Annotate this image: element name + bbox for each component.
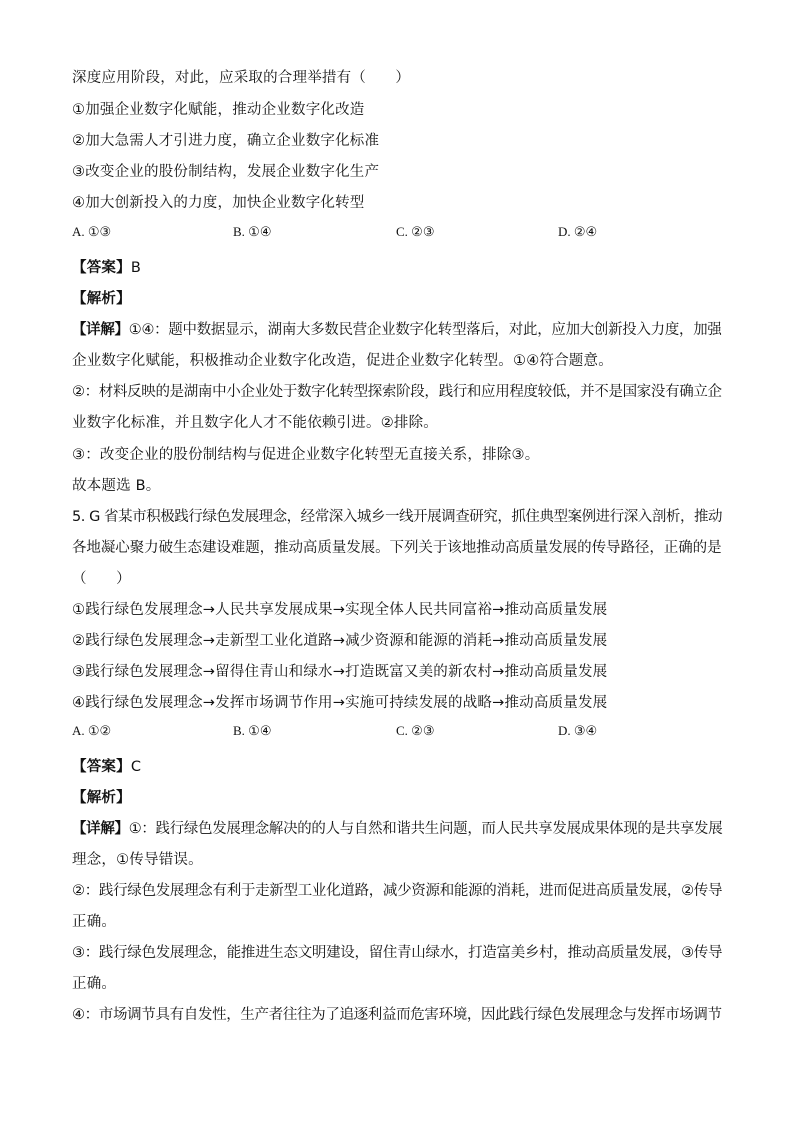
question-4-option-c: C. ②③ (396, 224, 435, 239)
question-4-options (72, 224, 722, 244)
detail-tag: 【详解】 (72, 322, 129, 338)
question-5-options (72, 723, 722, 743)
question-4-explanation-line-1 (72, 318, 722, 339)
question-4-item-1: ①加强企业数字化赋能，推动企业数字化改造 (72, 102, 365, 118)
question-4-item-3: ③改变企业的股份制结构，发展企业数字化生产 (72, 164, 380, 180)
question-4-item-4: ④加大创新投入的力度，加快企业数字化转型 (72, 195, 365, 211)
question-4-answer (72, 256, 141, 277)
question-4-item-2: ②加大急需人才引进力度，确立企业数字化标准 (72, 133, 380, 149)
question-5-explanation-line-1 (72, 817, 722, 838)
question-5-explanation-line-5: ③：践行绿色发展理念，能推进生态文明建设，留住青山绿水，打造富美乡村，推动高质量发展，③传导 (72, 945, 723, 961)
question-5-explanation-line-3: ②：践行绿色发展理念有利于走新型工业化道路，减少资源和能源的消耗，进而促进高质量发展，②传导 (72, 883, 723, 899)
question-5-explanation-line-6: 正确。 (72, 976, 117, 992)
answer-tag: 【答案】 (72, 260, 131, 276)
analysis-tag: 【解析】 (72, 790, 131, 806)
question-4-explanation-line-3: ②：材料反映的是湖南中小企业处于数字化转型探索阶段，践行和应用程度较低，并不是国家没有确立企 (72, 384, 722, 400)
question-5-stem-line-2: 各地凝心聚力破生态建设难题，推动高质量发展。下列关于该地推动高质量发展的传导路径，正确的是 (72, 540, 722, 556)
answer-value: C (130, 759, 142, 775)
question-4-option-b: B. ①④ (233, 224, 272, 239)
question-5-stem-line-3: （ ） (72, 571, 131, 587)
question-5-item-1: ①践行绿色发展理念→人民共享发展成果→实现全体人民共同富裕→推动高质量发展 (72, 602, 608, 618)
question-4-explanation-line-2: 企业数字化赋能，积极推动企业数字化改造，促进企业数字化转型。①④符合题意。 (72, 353, 613, 369)
question-4-explanation-line-5: ③：改变企业的股份制结构与促进企业数字化转型无直接关系，排除③。 (72, 447, 540, 463)
answer-value: B (130, 260, 141, 276)
analysis-tag: 【解析】 (72, 291, 131, 307)
question-5-option-b: B. ①④ (233, 723, 272, 738)
question-5-explanation-line-4: 正确。 (72, 914, 117, 930)
question-4-option-d: D. ②④ (558, 224, 598, 239)
question-5-item-2: ②践行绿色发展理念→走新型工业化道路→减少资源和能源的消耗→推动高质量发展 (72, 633, 608, 649)
question-5-item-3: ③践行绿色发展理念→留得住青山和绿水→打造既富又美的新农村→推动高质量发展 (72, 664, 608, 680)
explanation-text: ①：践行绿色发展理念解决的的人与自然和谐共生问题，而人民共享发展成果体现的是共享发展 (128, 821, 723, 837)
question-5-option-c: C. ②③ (396, 723, 435, 738)
question-5-item-4: ④践行绿色发展理念→发挥市场调节作用→实施可持续发展的战略→推动高质量发展 (72, 695, 608, 711)
question-4-option-a: A. ①③ (72, 224, 112, 239)
question-5-explanation-line-7: ④：市场调节具有自发性，生产者往往为了追逐利益而危害环境，因此践行绿色发展理念与发挥市场调节 (72, 1007, 722, 1023)
question-4-conclusion: 故本题选 B。 (72, 478, 161, 494)
question-5-option-d: D. ③④ (558, 723, 598, 738)
answer-tag: 【答案】 (72, 759, 131, 775)
question-4-explanation-line-4: 业数字化标准，并且数字化人才不能依赖引进。②排除。 (72, 415, 438, 431)
question-5-explanation-line-2: 理念，①传导错误。 (72, 852, 203, 868)
detail-tag: 【详解】 (72, 821, 129, 837)
explanation-text: ①④：题中数据显示，湖南大多数民营企业数字化转型落后，对此，应加大创新投入力度，加强 (128, 322, 722, 338)
question-4-stem: 深度应用阶段，对此，应采取的合理举措有（ ） (72, 70, 411, 86)
question-4-analysis-tag (72, 287, 131, 308)
question-5-option-a: A. ①② (72, 723, 112, 738)
question-5-stem-line-1: 5. G 省某市积极践行绿色发展理念，经常深入城乡一线开展调查研究，抓住典型案例进行深入剖析，推动 (72, 509, 723, 525)
question-5-analysis-tag (72, 786, 131, 807)
question-5-answer (72, 755, 141, 776)
